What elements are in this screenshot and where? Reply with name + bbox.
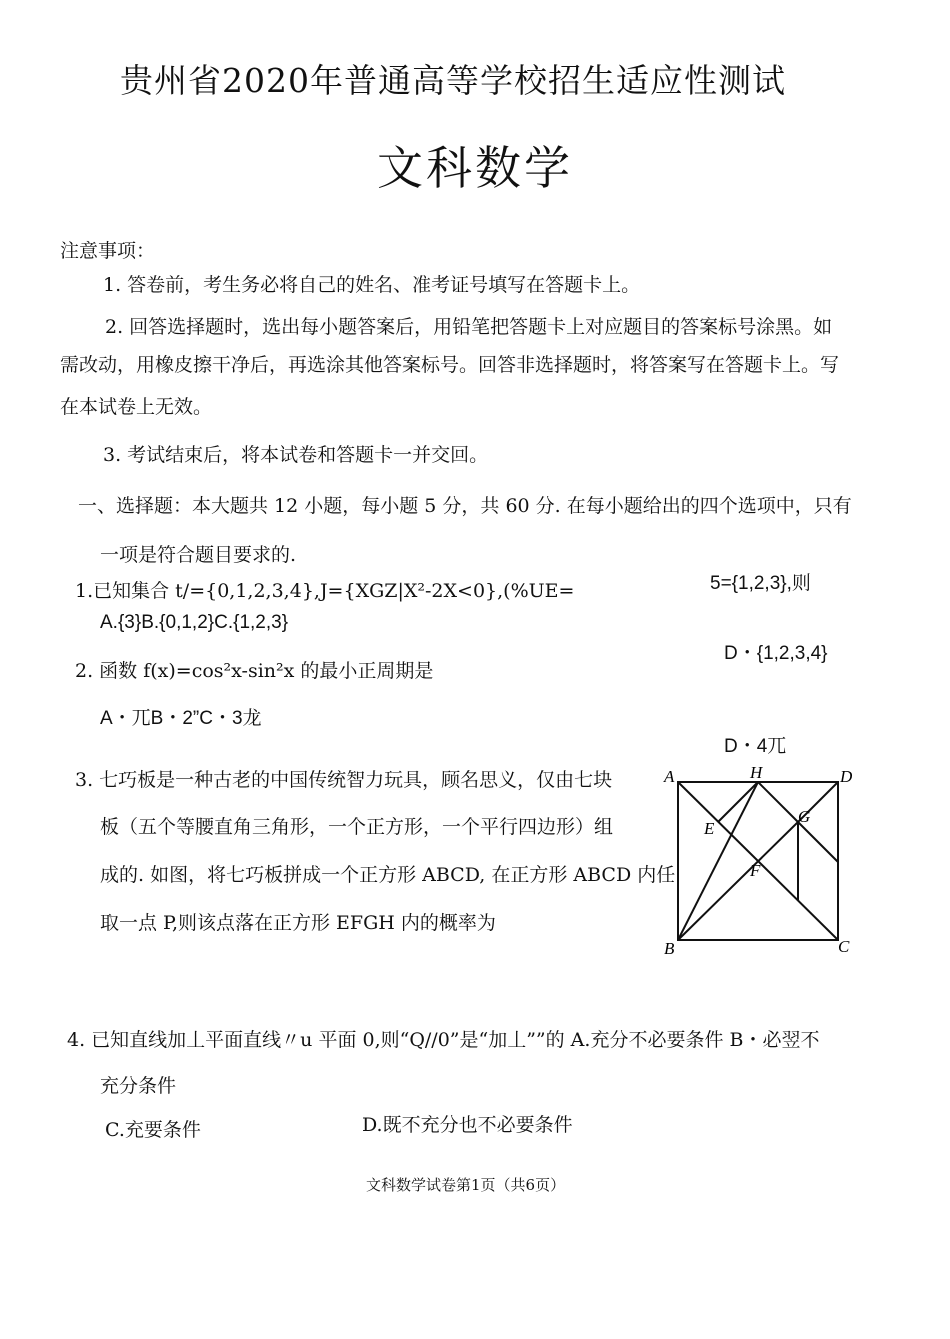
label-b: B	[664, 939, 675, 958]
segment-eh	[718, 782, 758, 822]
question-4-option-d: D.既不充分也不必要条件	[362, 1114, 573, 1136]
question-3-line-3: 成的. 如图，将七巧板拼成一个正方形 ABCD, 在正方形 ABCD 内任	[100, 864, 676, 886]
notice-heading: 注意事项：	[60, 240, 156, 262]
segment-hg	[758, 782, 798, 822]
question-4-line-2: 充分条件	[100, 1075, 177, 1097]
segment-gc	[798, 822, 838, 862]
label-c: C	[838, 937, 850, 956]
question-1-options: A.{3}B.{0,1,2}C.{1,2,3}	[100, 612, 289, 633]
question-3-line-2: 板（五个等腰直角三角形，一个正方形，一个平行四边形）组	[100, 816, 614, 838]
notice-item-1: 1. 答卷前，考生务必将自己的姓名、准考证号填写在答题卡上。	[103, 274, 641, 296]
notice-item-2-line-2: 需改动，用橡皮擦干净后，再选涂其他答案标号。回答非选择题时，将答案写在答题卡上。写	[60, 354, 840, 376]
label-a: A	[664, 767, 675, 786]
question-1-stem-continued: 5={1,2,3},则	[710, 573, 811, 594]
notice-item-2-line-3: 在本试卷上无效。	[60, 396, 213, 418]
page-footer: 文科数学试卷第1页（共6页）	[366, 1176, 566, 1194]
section-1-heading-line-2: 一项是符合题目要求的.	[100, 544, 297, 566]
notice-item-3: 3. 考试结束后，将本试卷和答题卡一并交回。	[103, 444, 489, 466]
question-2-options: A・兀B・2”C・3龙	[100, 708, 262, 729]
label-f: F	[750, 861, 761, 880]
question-3-line-4: 取一点 P,则该点落在正方形 EFGH 内的概率为	[100, 912, 496, 934]
notice-item-2-line-1: 2. 回答选择题时，选出每小题答案后，用铅笔把答题卡上对应题目的答案标号涂黑。如	[105, 316, 833, 338]
exam-subtitle: 文科数学	[377, 141, 573, 195]
tangram-figure	[660, 762, 860, 962]
label-h: H	[750, 763, 763, 782]
question-2-option-d: D・4兀	[724, 736, 787, 757]
question-2-stem: 2. 函数 f(x)=cos²x-sin²x 的最小正周期是	[75, 660, 434, 682]
label-d: D	[840, 767, 853, 786]
question-1-stem: 1.已知集合 t/={0,1,2,3,4},J={XGZ|X²-2X<0},(%UE=	[75, 580, 575, 602]
question-1-option-d: D・{1,2,3,4}	[724, 643, 828, 664]
question-3-line-1: 3. 七巧板是一种古老的中国传统智力玩具，顾名思义，仅由七块	[75, 769, 613, 791]
question-4-line-1: 4. 已知直线加丄平面直线〃u 平面 0,则“Q//0”是“加丄””的 A.充分不必要条件 B・必翌不	[67, 1029, 820, 1051]
segment-bh	[678, 782, 758, 940]
question-4-option-c: C.充要条件	[105, 1119, 201, 1141]
label-e: E	[704, 819, 715, 838]
section-1-heading-line-1: 一、选择题：本大题共 12 小题，每小题 5 分，共 60 分. 在每小题给出的四个选项中，只有	[78, 495, 852, 517]
label-g: G	[798, 807, 811, 826]
exam-title: 贵州省2020年普通高等学校招生适应性测试	[120, 61, 786, 100]
